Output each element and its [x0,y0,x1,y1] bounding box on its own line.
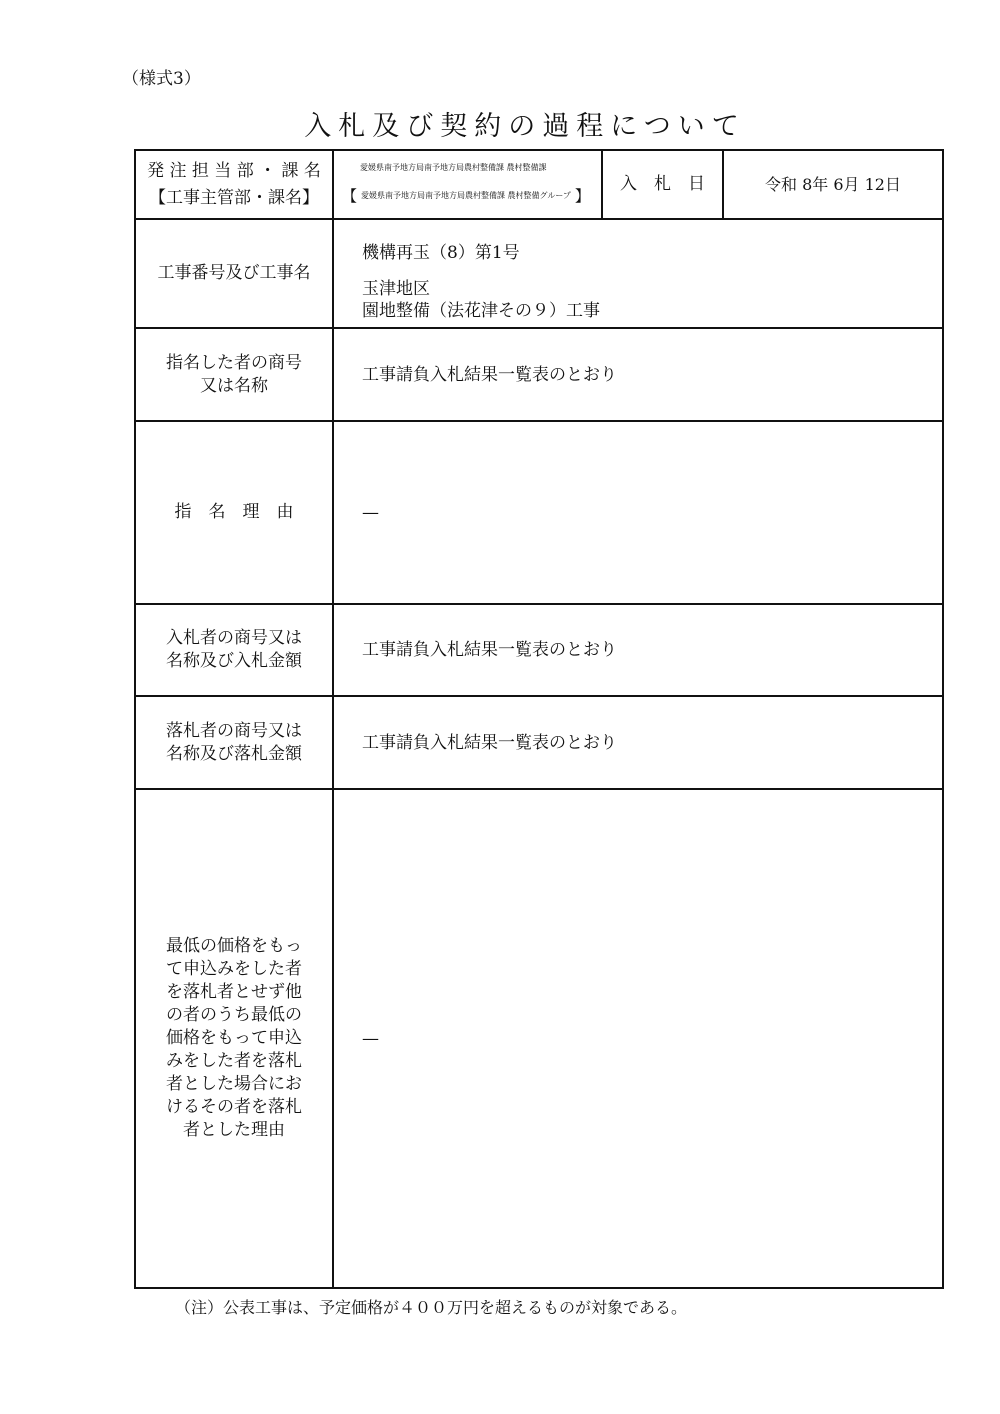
project-name: 園地整備（法花津その９）工事 [362,301,600,321]
department-value: 愛媛県南予地方局南予地方局農村整備課 農村整備課 [360,163,547,172]
exception-label-line: 者とした理由 [183,1120,285,1140]
department-label-cell [136,151,332,218]
bidders-value: 工事請負入札結果一覧表のとおり [362,640,617,660]
department-label: 発 注 担 当 部 ・ 課 名 [147,160,321,181]
exception-label-line: けるその者を落札 [166,1097,302,1117]
exception-label-line: 最低の価格をもっ [166,936,302,956]
winner-label-line1: 落札者の商号又は [166,720,302,741]
exception-label-line: 者とした場合にお [166,1074,302,1094]
exception-label-line: みをした者を落札 [166,1051,302,1071]
bracket-open: 【 [342,187,358,205]
exception-label-line: て申込みをした者 [166,959,302,979]
exception-label-line: の者のうち最低の [166,1005,302,1025]
supervisor-value: 愛媛県南予地方局南予地方局農村整備課 農村整備グループ [361,190,571,200]
winner-label-line2: 名称及び落札金額 [166,743,302,764]
nominees-label-cell [136,329,332,420]
project-label: 工事番号及び工事名 [157,263,311,283]
bidders-label-cell [136,605,332,695]
exception-label-cell [136,790,332,1287]
bracket-close: 】 [574,187,590,205]
winner-value: 工事請負入札結果一覧表のとおり [362,732,617,753]
bidders-label-line1: 入札者の商号又は [166,628,302,648]
form-number: （様式3） [122,69,201,89]
project-value-cell [334,220,942,327]
document-title: 入札及び契約の過程について [304,111,746,142]
bid-date-value: 令和 8年 6月 12日 [765,175,901,194]
department-value-cell [334,151,601,218]
supervisor-label: 【工事主管部・課名】 [149,187,319,208]
footnote: （注）公表工事は、予定価格が４００万円を超えるものが対象である。 [175,1298,688,1317]
bidders-label-line2: 名称及び入札金額 [166,651,302,671]
exception-label-line: を落札者とせず他 [166,982,302,1002]
project-area: 玉津地区 [362,279,430,299]
reason-label: 指 名 理 由 [174,502,294,522]
exception-label-line: 価格をもって申込 [166,1028,302,1048]
reason-value: — [362,502,379,523]
nominees-label-line1: 指名した者の商号 [166,352,302,373]
exception-value: — [362,1028,379,1049]
bid-date-label: 入 札 日 [620,174,705,194]
nominees-value: 工事請負入札結果一覧表のとおり [362,364,617,385]
nominees-label-line2: 又は名称 [200,375,268,396]
winner-label-cell [136,697,332,788]
project-number: 機構再玉（8）第1号 [362,243,520,263]
